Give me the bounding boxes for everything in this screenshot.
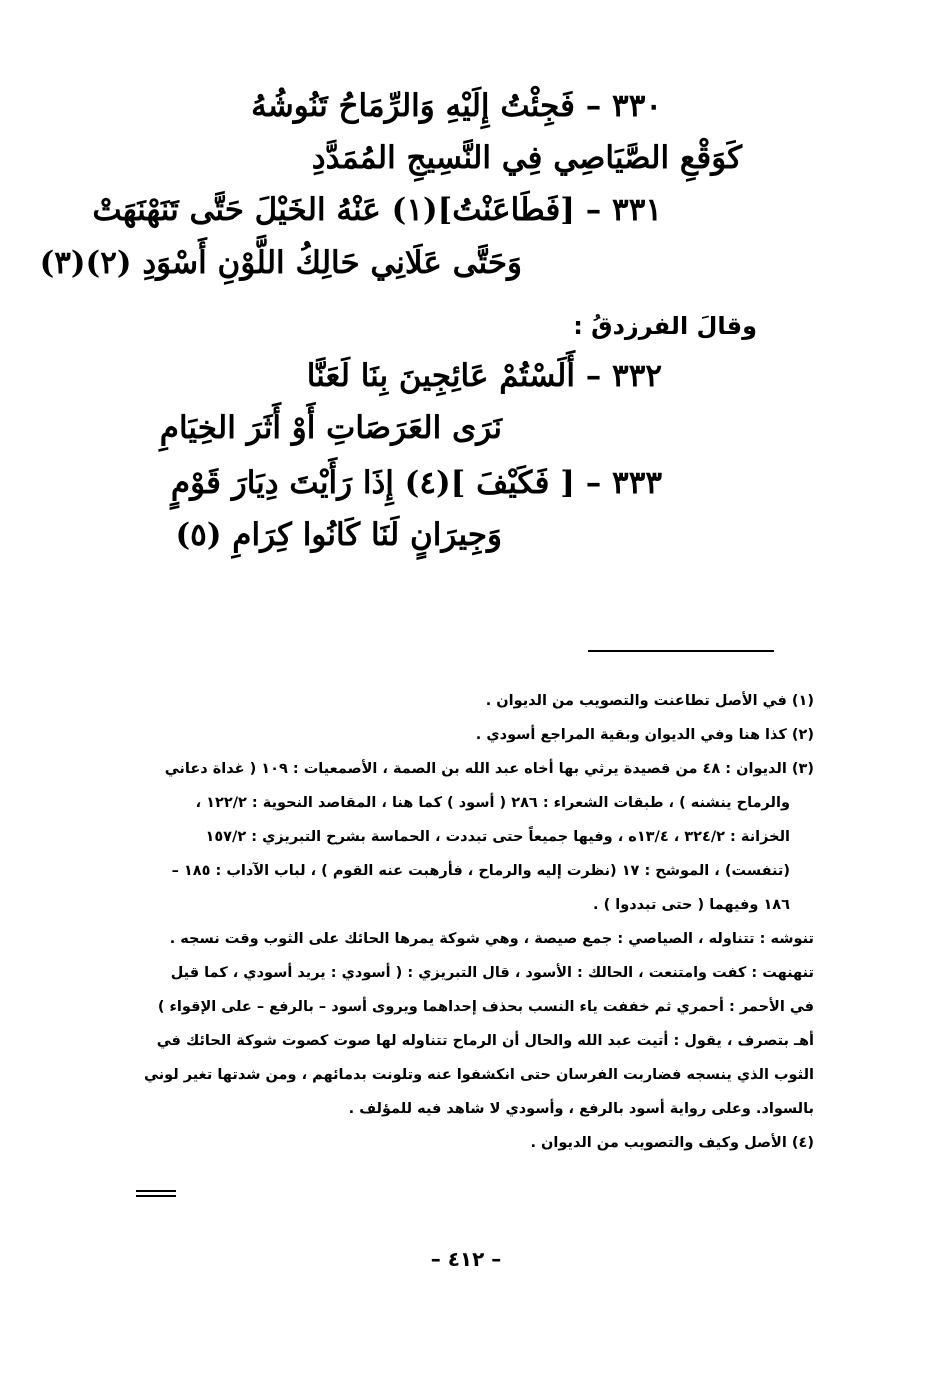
- verse-331-hemistich-1: ٣٣١ – [فَطَاعَنْتُ](١) عَنْهُ الخَيْلَ حَتَّى تَنَهْنَهَتْ: [92, 192, 662, 228]
- footnote-4: (٤) الأصل وكيف والتصويب من الديوان .: [530, 1135, 814, 1151]
- footnote-divider: [588, 650, 774, 652]
- gloss-line-3: في الأحمر : أحمري ثم خففت ياء النسب بحذف إحداهما ويروى أسود – بالرفع – على الإقواء ): [157, 999, 814, 1015]
- poet-intro: وقالَ الفرزدقُ :: [573, 312, 757, 340]
- gloss-line-6: بالسواد. وعلى رواية أسود بالرفع ، وأسودي لا شاهد فيه للمؤلف .: [348, 1101, 814, 1117]
- footnote-3-line-4: (تنفست) ، الموشح : ١٧ (نظرت إليه والرماح ، فأرهبت عنه القوم ) ، لباب الآداب : ١٨٥ –: [171, 863, 790, 879]
- footnote-3-line-5: ١٨٦ وفيهما ( حتى تبددوا ) .: [593, 897, 790, 913]
- footnote-3-line-3: الخزانة : ٣٢٤/٢ ، ١٣/٤ه ، وفيها جميعاً حتى تبددت ، الحماسة بشرح التبريزي : ١٥٧/٢: [205, 829, 790, 845]
- verse-333-hemistich-2: وَجِيرَانٍ لَنَا كَانُوا كِرَامِ (٥): [175, 517, 502, 553]
- footnote-1: (١) في الأصل تطاعنت والتصويب من الديوان .: [485, 693, 814, 709]
- gloss-line-4: أهـ بتصرف ، يقول : أتيت عبد الله والحال أن الرماح تتناوله لها صوت كصوت شوكة الحائك في: [156, 1033, 814, 1049]
- footnote-2: (٢) كذا هنا وفي الديوان وبقية المراجع أسودي .: [475, 727, 814, 743]
- gloss-line-2: تنهنهت : كفت وامتنعت ، الحالك : الأسود ، قال التبريزي : ( أسودي : يريد أسودي ، كما قيل: [170, 965, 814, 981]
- verse-333-hemistich-1: ٣٣٣ – [ فَكَيْفَ ](٤) إِذَا رَأَيْتَ دِيَارَ قَوْمٍ: [170, 465, 662, 501]
- verse-331-hemistich-2: وَحَتَّى عَلَانِي حَالِكُ اللَّوْنِ أَسْوَدِ (٢)(٣): [39, 245, 522, 281]
- verse-330-hemistich-1: ٣٣٠ – فَجِئْتُ إِلَيْهِ وَالرِّمَاحُ تَنُوشُهُ: [251, 88, 662, 124]
- verse-332-hemistich-1: ٣٣٢ – أَلَسْتُمْ عَائِجِينَ بِنَا لَعَنَّا: [306, 358, 662, 394]
- verse-330-hemistich-2: كَوَقْعِ الصَّيَاصِي فِي النَّسِيجِ المُمَدَّدِ: [311, 140, 742, 176]
- page-number: – ٤١٢ –: [430, 1247, 502, 1271]
- gloss-line-5: الثوب الذي ينسجه فضاربت الفرسان حتى انكشفوا عنه وتلونت بدمائهم ، ومن شدتها تغير لوني: [144, 1067, 814, 1083]
- footnote-3: (٣) الديوان : ٤٨ من قصيدة يرثي بها أخاه عبد الله بن الصمة ، الأصمعيات : ١٠٩ ( غداة دعاني: [164, 761, 814, 777]
- verse-332-hemistich-2: نَرَى العَرَصَاتِ أَوْ أَثَرَ الخِيَامِ: [159, 410, 502, 446]
- end-mark: [136, 1190, 176, 1192]
- footnotes: [102, 684, 814, 1160]
- gloss-line-1: تنوشه : تتناوله ، الصياصي : جمع صيصة ، وهي شوكة يمرها الحائك على الثوب وقت نسجه .: [169, 931, 814, 947]
- footnote-3-line-2: والرماح ينشنه ) ، طبقات الشعراء : ٢٨٦ ( أسود ) كما هنا ، المقاصد النحوية : ١٢٢/٢ ،: [195, 795, 790, 811]
